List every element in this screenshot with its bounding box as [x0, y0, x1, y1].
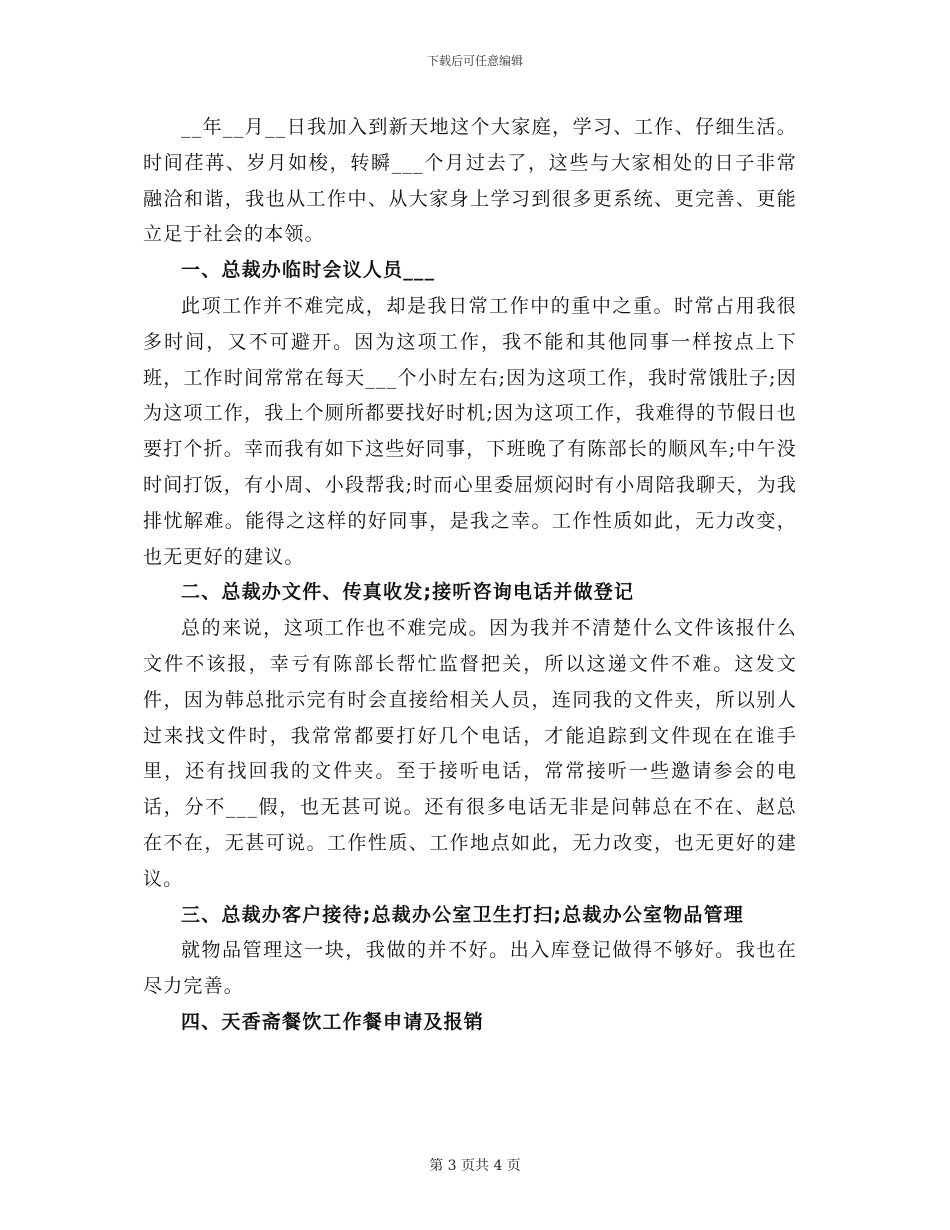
- section-1-heading: 一、总裁办临时会议人员___: [181, 259, 436, 282]
- page-header: 下载后可任意编辑: [426, 54, 523, 68]
- section-1-paragraph: 此项工作并不难完成，却是我日常工作中的重中之重。时常占用我很多时间，又不可避开。因为这项工作，我不能和其他同事一样按点上下班，工作时间常常在每天___个小时左右;因为这项工作，我时常饿肚子;因为这项工作，我上个厕所都要找好时机;因为这项工作，我难得的节假日也要打个折。幸而我有如下这些好同事，下班晚了有陈部长的顺风车;中午没时间打饭，有小周、小段帮我;时而心里委屈烦闷时有小周陪我聊天，为我排忧解难。能得之这样的好同事，是我之幸。工作性质如此，无力改变，也无更好的建议。: [143, 294, 798, 568]
- section-2-paragraph: 总的来说，这项工作也不难完成。因为我并不清楚什么文件该报什么文件不该报，幸亏有陈部长帮忙监督把关，所以这递文件不难。这发文件，因为韩总批示完有时会直接给相关人员，连同我的文件夹，所以别人过来找文件时，我常常都要打好几个电话，才能追踪到文件现在在谁手里，还有找回我的文件夹。至于接听电话，常常接听一些邀请参会的电话，分不___假，也无甚可说。还有很多电话无非是问韩总在不在、赵总在不在，无甚可说。工作性质、工作地点如此，无力改变，也无更好的建议。: [143, 617, 797, 890]
- intro-paragraph: __年__月__日我加入到新天地这个大家庭，学习、工作、仔细生活。时间荏苒、岁月如梭，转瞬___个月过去了，这些与大家相处的日子非常融洽和谐，我也从工作中、从大家身上学习到很多更系统、更完善、更能立足于社会的本领。: [143, 116, 797, 246]
- section-2-heading: 二、总裁办文件、传真收发;接听咨询电话并做登记: [181, 581, 635, 604]
- section-4-heading: 四、天香斋餐饮工作餐申请及报销: [181, 1010, 485, 1033]
- document-body: [143, 110, 797, 1041]
- section-3-heading: 三、总裁办客户接待;总裁办公室卫生打扫;总裁办公室物品管理: [181, 903, 744, 926]
- section-3-paragraph: 就物品管理这一块，我做的并不好。出入库登记做得不够好。我也在尽力完善。: [143, 939, 797, 998]
- page-footer: 第 3 页共 4 页: [429, 1158, 521, 1174]
